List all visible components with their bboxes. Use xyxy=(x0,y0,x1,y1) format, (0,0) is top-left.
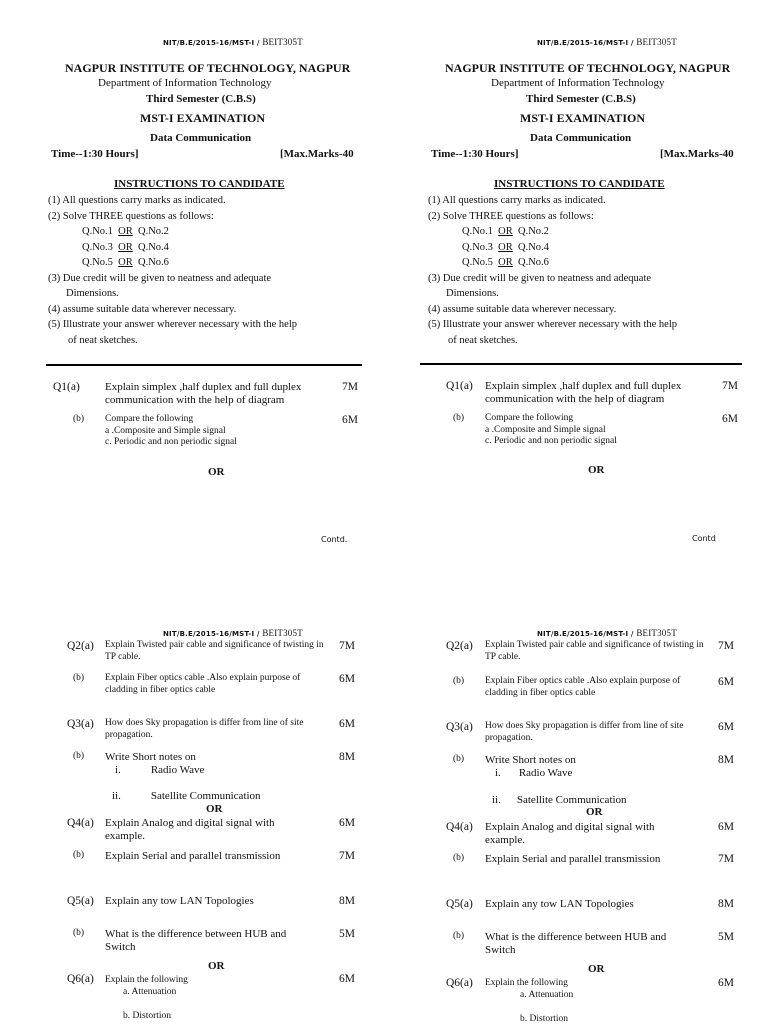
subject: Data Communication xyxy=(530,132,632,144)
paper-code: NIT/B.E/2015-16/MST-I / BEIT305T xyxy=(537,628,677,638)
exam-title: MST-I EXAMINATION xyxy=(520,111,646,125)
q2b-text: Explain Fiber optics cable .Also explain purpose of cladding in fiber optics cable xyxy=(485,676,681,698)
q1b-text: Compare the following a .Composite and Simple signal c. Periodic and non periodic signal xyxy=(105,414,237,447)
q6a-number: Q6(a) xyxy=(446,977,473,989)
semester: Third Semester (C.B.S) xyxy=(526,93,636,105)
department: Department of Information Technology xyxy=(98,77,272,89)
q3a-number: Q3(a) xyxy=(446,721,473,733)
q3b-text: Write Short notes on xyxy=(485,754,576,766)
exam-sheet-top-right xyxy=(426,0,768,543)
q3b-text: Write Short notes on xyxy=(105,751,196,763)
divider-rule xyxy=(46,364,362,366)
contd-label: Contd. xyxy=(321,535,348,544)
institute-name: NAGPUR INSTITUTE OF TECHNOLOGY, NAGPUR xyxy=(445,61,731,75)
q3b-number: (b) xyxy=(453,754,465,764)
q5a-text: Explain any tow LAN Topologies xyxy=(105,895,254,907)
q4b-text: Explain Serial and parallel transmission xyxy=(485,853,661,865)
q6a-text: Explain the following xyxy=(105,975,188,985)
q1a-number: Q1(a) xyxy=(53,381,80,393)
q5b-marks: 5M xyxy=(718,931,734,943)
q1a-text: Explain simplex ,half duplex and full duplex communication with the help of diagram xyxy=(105,381,302,406)
q6a-marks: 6M xyxy=(339,973,355,985)
q3b-marks: 8M xyxy=(718,754,734,766)
exam-title: MST-I EXAMINATION xyxy=(140,111,266,125)
q5a-text: Explain any tow LAN Topologies xyxy=(485,898,634,910)
instructions-heading: INSTRUCTIONS TO CANDIDATE xyxy=(494,178,665,190)
q5a-number: Q5(a) xyxy=(67,895,94,907)
q5b-number: (b) xyxy=(73,928,85,938)
q2b-marks: 6M xyxy=(718,676,734,688)
q1b-number: (b) xyxy=(73,414,85,424)
q2a-number: Q2(a) xyxy=(446,640,473,652)
max-marks: [Max.Marks-40 xyxy=(660,148,734,160)
or-divider-2: OR xyxy=(208,960,225,972)
q1a-text: Explain simplex ,half duplex and full duplex communication with the help of diagram xyxy=(485,380,682,405)
paper-code: NIT/B.E/2015-16/MST-I / BEIT305T xyxy=(163,628,303,638)
q3a-text: How does Sky propagation is differ from line of site propagation. xyxy=(105,718,304,740)
q2b-number: (b) xyxy=(453,676,465,686)
q4b-number: (b) xyxy=(453,853,465,863)
q6a-text: Explain the following xyxy=(485,978,568,988)
q4b-marks: 7M xyxy=(718,853,734,865)
or-divider: OR xyxy=(208,466,225,478)
or-divider-2: OR xyxy=(588,963,605,975)
q4b-number: (b) xyxy=(73,850,85,860)
q2b-text: Explain Fiber optics cable .Also explain purpose of cladding in fiber optics cable xyxy=(105,673,301,695)
q3b-item-ii: ii. Satellite Communication xyxy=(112,790,261,802)
q4a-text: Explain Analog and digital signal with example. xyxy=(485,821,655,846)
q4b-marks: 7M xyxy=(339,850,355,862)
q1a-marks: 7M xyxy=(342,381,358,393)
q4a-number: Q4(a) xyxy=(67,817,94,829)
q3b-item-i: i. Radio Wave xyxy=(115,764,205,776)
or-divider: OR xyxy=(588,464,605,476)
q1a-marks: 7M xyxy=(722,380,738,392)
semester: Third Semester (C.B.S) xyxy=(146,93,256,105)
divider-rule xyxy=(420,363,742,365)
q5b-marks: 5M xyxy=(339,928,355,940)
q2a-text: Explain Twisted pair cable and significance of twisting in TP cable. xyxy=(105,640,324,662)
q2b-marks: 6M xyxy=(339,673,355,685)
q4a-marks: 6M xyxy=(339,817,355,829)
exam-sheet-bottom-left xyxy=(46,620,406,1024)
q2b-number: (b) xyxy=(73,673,85,683)
institute-name: NAGPUR INSTITUTE OF TECHNOLOGY, NAGPUR xyxy=(65,61,351,75)
or-divider: OR xyxy=(586,806,603,818)
q6a-item-b: b. Distortion xyxy=(123,1011,172,1021)
q3a-number: Q3(a) xyxy=(67,718,94,730)
q6a-number: Q6(a) xyxy=(67,973,94,985)
instructions-heading: INSTRUCTIONS TO CANDIDATE xyxy=(114,178,285,190)
q2a-marks: 7M xyxy=(339,640,355,652)
q1b-marks: 6M xyxy=(342,414,358,426)
paper-code: NIT/B.E/2015-16/MST-I / BEIT305T xyxy=(537,37,677,47)
q3a-text: How does Sky propagation is differ from line of site propagation. xyxy=(485,721,684,743)
q3b-marks: 8M xyxy=(339,751,355,763)
q4a-number: Q4(a) xyxy=(446,821,473,833)
q4a-marks: 6M xyxy=(718,821,734,833)
contd-label: Contd xyxy=(692,534,716,543)
q3a-marks: 6M xyxy=(718,721,734,733)
q1b-text: Compare the following a .Composite and Simple signal c. Periodic and non periodic signal xyxy=(485,413,617,446)
q3b-number: (b) xyxy=(73,751,85,761)
department: Department of Information Technology xyxy=(491,77,665,89)
q3b-item-ii: ii. Satellite Communication xyxy=(492,794,627,806)
subject: Data Communication xyxy=(150,132,252,144)
instructions: (1) All questions carry marks as indicated. (2) Solve THREE questions as follows: Q.No.1 OR Q.No.2 Q.No.3 OR Q.No.4 Q.No.5 OR Q.No.6 (3) Due credit will be given to neatness and adequate Dimensions. (4) assume suitable data wherever necessary. (5) Illustrate your answer wherever necessary with the help of neat sketches. xyxy=(48,195,297,346)
exam-sheet-top-left xyxy=(46,0,406,544)
time: Time--1:30 Hours] xyxy=(431,148,519,160)
instructions: (1) All questions carry marks as indicated. (2) Solve THREE questions as follows: Q.No.1 OR Q.No.2 Q.No.3 OR Q.No.4 Q.No.5 OR Q.No.6 (3) Due credit will be given to neatness and adequate Dimensions. (4) assume suitable data wherever necessary. (5) Illustrate your answer wherever necessary with the help of neat sketches. xyxy=(428,195,677,346)
q5a-marks: 8M xyxy=(339,895,355,907)
q2a-number: Q2(a) xyxy=(67,640,94,652)
time: Time--1:30 Hours] xyxy=(51,148,139,160)
q4a-text: Explain Analog and digital signal with example. xyxy=(105,817,275,842)
q3b-item-i: i. Radio Wave xyxy=(495,767,573,779)
q6a-item-a: a. Attenuation xyxy=(123,987,177,997)
q1b-marks: 6M xyxy=(722,413,738,425)
q5b-text: What is the difference between HUB and Switch xyxy=(105,928,287,953)
q1b-number: (b) xyxy=(453,413,465,423)
q3a-marks: 6M xyxy=(339,718,355,730)
paper-code: NIT/B.E/2015-16/MST-I / BEIT305T xyxy=(163,37,303,47)
q5a-marks: 8M xyxy=(718,898,734,910)
q2a-marks: 7M xyxy=(718,640,734,652)
q6a-marks: 6M xyxy=(718,977,734,989)
q2a-text: Explain Twisted pair cable and significance of twisting in TP cable. xyxy=(485,640,704,662)
q5a-number: Q5(a) xyxy=(446,898,473,910)
q1a-number: Q1(a) xyxy=(446,380,473,392)
max-marks: [Max.Marks-40 xyxy=(280,148,354,160)
q6a-item-a: a. Attenuation xyxy=(520,990,574,1000)
or-divider: OR xyxy=(206,803,223,815)
q4b-text: Explain Serial and parallel transmission xyxy=(105,850,281,862)
q6a-item-b: b. Distortion xyxy=(520,1014,569,1024)
q5b-number: (b) xyxy=(453,931,465,941)
q5b-text: What is the difference between HUB and Switch xyxy=(485,931,667,956)
exam-sheet-bottom-right xyxy=(426,620,768,1024)
